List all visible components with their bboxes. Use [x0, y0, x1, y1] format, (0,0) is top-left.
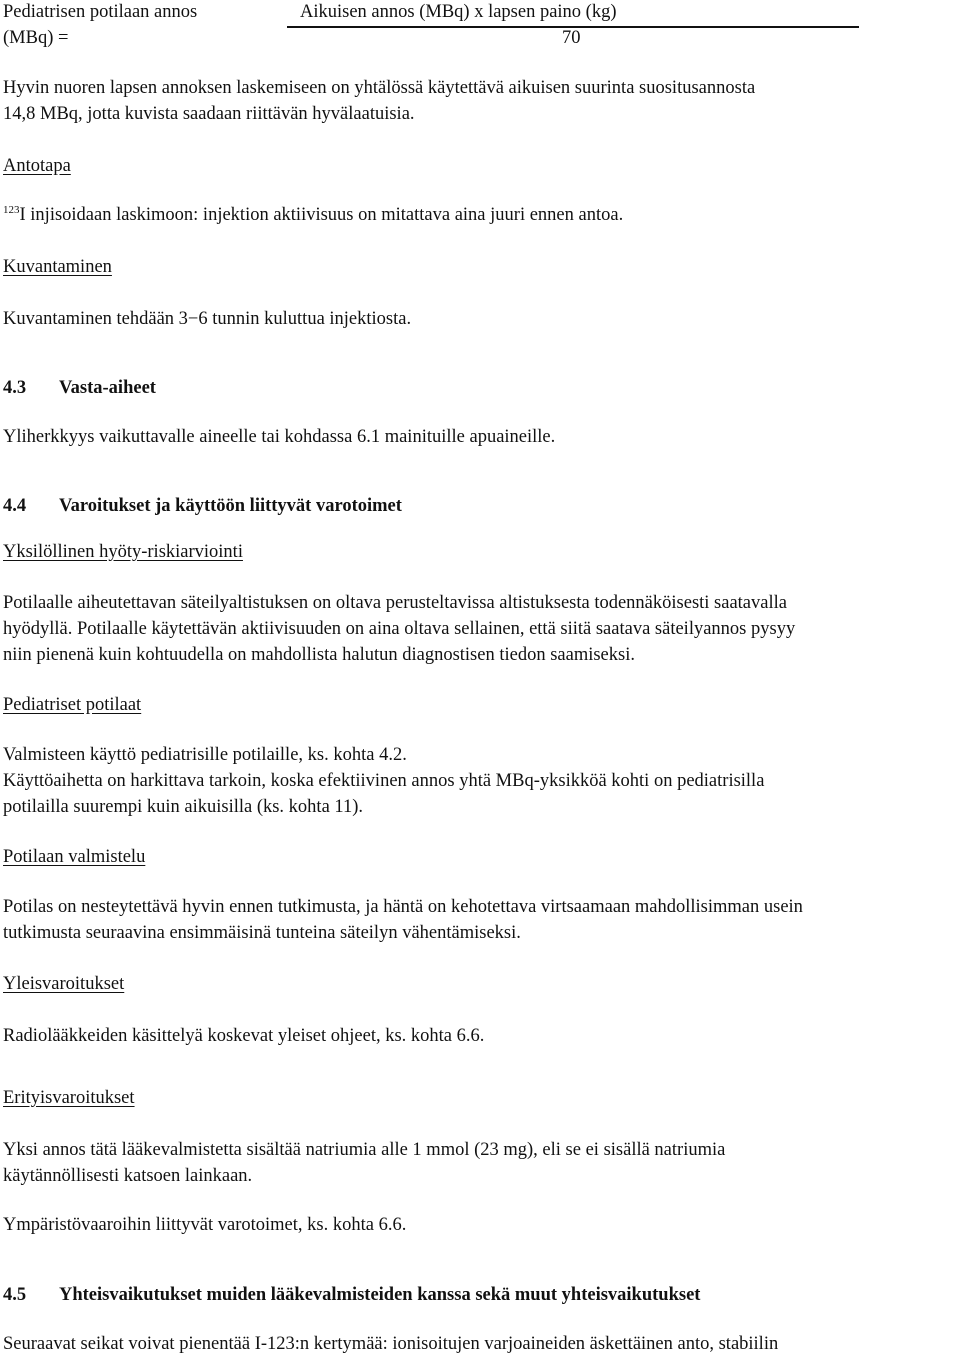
intro-line-1: Hyvin nuoren lapsen annoksen laskemiseen on yhtälössä käytettävä aikuisen suurinta suositusannosta [3, 78, 756, 98]
subheading-pediatric: Pediatriset potilaat [3, 695, 142, 715]
pediatric-line-2: Käyttöaihetta on harkittava tarkoin, koska efektiivinen annos yhtä MBq-yksikköä kohti on pediatrisilla [3, 771, 765, 791]
pediatric-line-3: potilailla suurempi kuin aikuisilla (ks. kohta 11). [3, 797, 364, 817]
patient-prep-line-2: tutkimusta seuraavina ensimmäisinä tunteina säteilyn vähentämiseksi. [3, 923, 521, 943]
kuvantaminen-text: Kuvantaminen tehdään 3−6 tunnin kuluttua injektiosta. [3, 309, 412, 329]
section-4-5-text: Seuraavat seikat voivat pienentää I-123:n kertymää: ionisoitujen varjoaineiden äskettäinen anto, stabiilin [3, 1334, 779, 1354]
section-4-5-number: 4.5 [3, 1285, 27, 1305]
risk-paragraph-line-2: hyödyllä. Potilaalle käytettävän aktiivisuuden on aina oltava sellainen, että siitä saatava säteilyannos pysyy [3, 619, 796, 639]
general-warnings-text: Radiolääkkeiden käsittelyä koskevat yleiset ohjeet, ks. kohta 6.6. [3, 1026, 485, 1046]
formula-denominator: 70 [562, 28, 581, 48]
section-4-3-heading [3, 377, 156, 399]
isotope-mass-number: 123 [3, 204, 20, 216]
risk-paragraph-line-1: Potilaalle aiheutettavan säteilyaltistuksen on oltava perusteltavissa altistuksesta todennäköisesti saatavalla [3, 593, 787, 613]
environmental-precautions-text: Ympäristövaaroihin liittyvät varotoimet, ks. kohta 6.6. [3, 1215, 407, 1235]
kuvantaminen-heading: Kuvantaminen [3, 257, 112, 277]
section-4-4-title: Varoitukset ja käyttöön liittyvät varotoimet [59, 496, 402, 516]
patient-prep-line-1: Potilas on nesteytettävä hyvin ennen tutkimusta, ja häntä on kehotettava virtsaamaan mahdollisimman usein [3, 897, 803, 917]
formula-left-line1: Pediatrisen potilaan annos [3, 2, 198, 22]
section-4-3-number: 4.3 [3, 378, 27, 398]
subheading-special-warnings: Erityisvaroitukset [3, 1088, 135, 1108]
section-4-3-text: Yliherkkyys vaikuttavalle aineelle tai kohdassa 6.1 mainituille apuaineille. [3, 427, 556, 447]
subheading-risk-assessment: Yksilöllinen hyöty-riskiarviointi [3, 542, 243, 562]
section-4-4-number: 4.4 [3, 496, 27, 516]
subheading-patient-prep: Potilaan valmistelu [3, 847, 146, 867]
pediatric-line-1: Valmisteen käyttö pediatrisille potilaille, ks. kohta 4.2. [3, 745, 407, 765]
formula-left-line2: (MBq) = [3, 28, 69, 48]
formula-numerator: Aikuisen annos (MBq) x lapsen paino (kg) [300, 2, 617, 22]
antotapa-heading: Antotapa [3, 156, 71, 176]
special-warnings-line-2: käytännöllisesti katsoen lainkaan. [3, 1166, 253, 1186]
section-4-5-title: Yhteisvaikutukset muiden lääkevalmisteiden kanssa sekä muut yhteisvaikutukset [59, 1285, 701, 1305]
antotapa-body: I injisoidaan laskimoon: injektion aktiivisuus on mitattava aina juuri ennen antoa. [19, 205, 624, 225]
special-warnings-line-1: Yksi annos tätä lääkevalmistetta sisältää natriumia alle 1 mmol (23 mg), eli se ei sisällä natriumia [3, 1140, 726, 1160]
antotapa-text [3, 204, 623, 226]
intro-line-2: 14,8 MBq, jotta kuvista saadaan riittävän hyvälaatuisia. [3, 104, 415, 124]
subheading-general-warnings: Yleisvaroitukset [3, 974, 125, 994]
section-4-5-heading [3, 1284, 700, 1306]
section-4-4-heading [3, 495, 402, 517]
risk-paragraph-line-3: niin pienenä kuin kohtuudella on mahdollista halutun diagnostisen tiedon saamiseksi. [3, 645, 635, 665]
section-4-3-title: Vasta-aiheet [59, 378, 156, 398]
